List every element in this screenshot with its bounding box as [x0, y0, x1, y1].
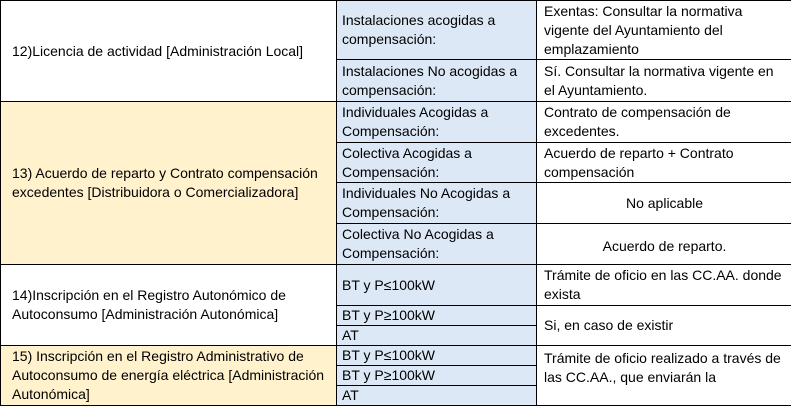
installation-cell: BT y P≥100kW — [337, 366, 537, 386]
value-cell: Trámite de oficio realizado a través de las CC.AA., que enviarán la — [537, 346, 791, 406]
requirement-text: 12)Licencia de actividad [Administración Local] — [12, 42, 304, 59]
value-cell: Contrato de compensación de excedentes. — [537, 102, 791, 143]
installation-cell: AT — [337, 386, 537, 406]
installation-cell: Instalaciones No acogidas a compensación: — [337, 60, 537, 102]
table-row — [1, 346, 791, 366]
table-row — [1, 102, 791, 143]
requirement-cell-15 — [1, 346, 337, 406]
installation-cell: Individuales No Acogidas a Compensación: — [337, 183, 537, 224]
value-cell: No aplicable — [537, 183, 791, 224]
value-cell: Sí. Consultar la normativa vigente en el Ayuntamiento. — [537, 60, 791, 102]
value-cell: Trámite de oficio en las CC.AA. donde exista — [537, 265, 791, 306]
requirement-cell-14 — [1, 265, 337, 346]
installation-cell: BT y P≥100kW — [337, 306, 537, 326]
installation-cell: Colectiva Acogidas a Compensación: — [337, 143, 537, 183]
requirement-text: 15) Inscripción en el Registro Administrativo de Autoconsumo de energía eléctrica [Administración Autonómica] — [12, 348, 325, 402]
value-cell: Exentas: Consultar la normativa vigente del Ayuntamiento del emplazamiento — [537, 1, 791, 60]
table-row — [1, 265, 791, 306]
installation-cell: AT — [337, 326, 537, 346]
requirement-cell-12 — [1, 1, 337, 102]
table-row — [1, 1, 791, 60]
requirement-text: 13) Acuerdo de reparto y Contrato compensación excedentes [Distribuidora o Comercializadora] — [12, 165, 318, 200]
installation-cell: BT y P≤100kW — [337, 265, 537, 306]
installation-cell: Colectiva No Acogidas a Compensación: — [337, 224, 537, 265]
value-cell: Acuerdo de reparto + Contrato compensación — [537, 143, 791, 183]
installation-cell: BT y P≤100kW — [337, 346, 537, 366]
installation-cell: Individuales Acogidas a Compensación: — [337, 102, 537, 143]
requirement-cell-13 — [1, 102, 337, 265]
installation-cell: Instalaciones acogidas a compensación: — [337, 1, 537, 60]
requirement-text: 14)Inscripción en el Registro Autonómico de Autoconsumo [Administración Autonómica] — [12, 287, 286, 322]
value-cell: Acuerdo de reparto. — [537, 224, 791, 265]
value-cell: Si, en caso de existir — [537, 306, 791, 346]
